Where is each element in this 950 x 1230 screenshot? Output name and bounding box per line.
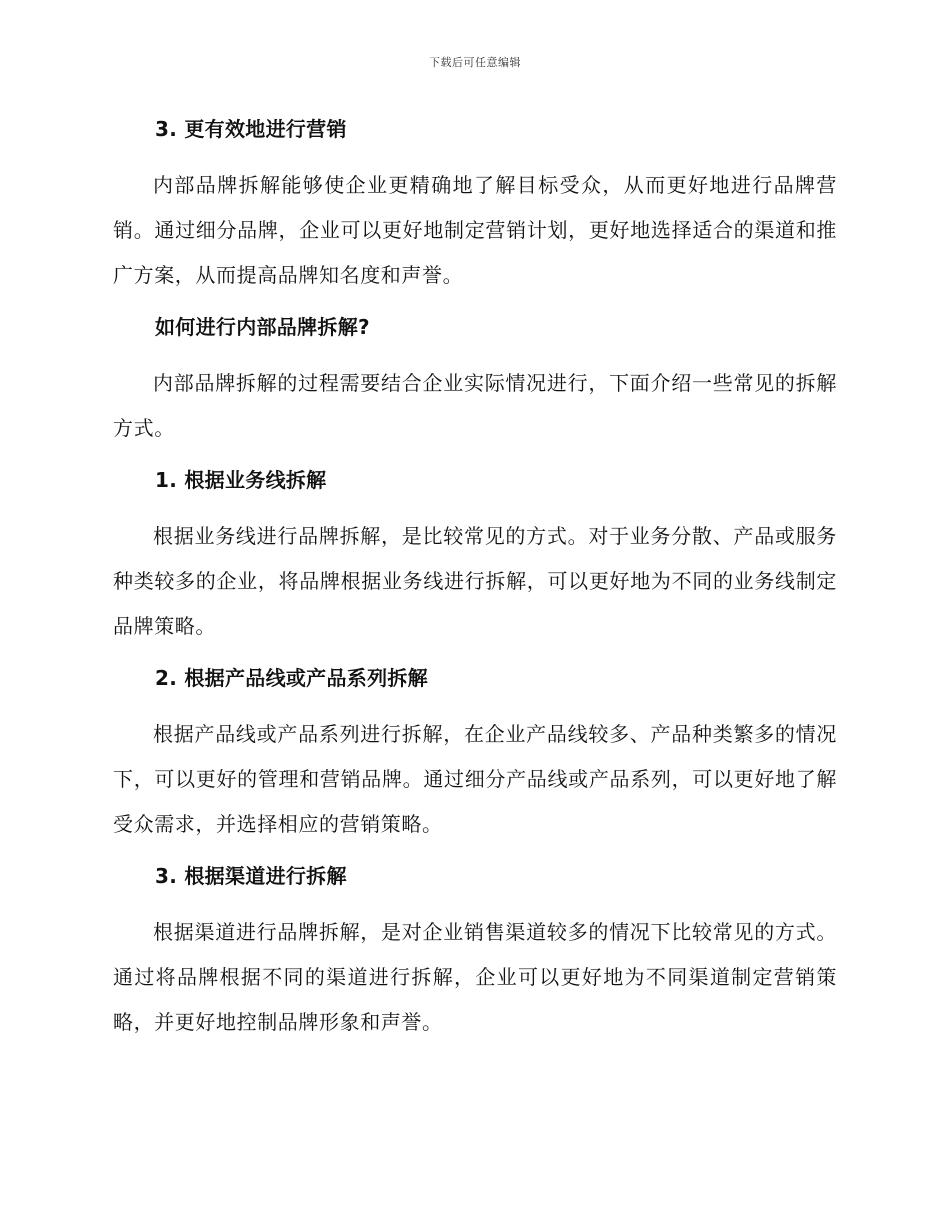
paragraph-product-line: 根据产品线或产品系列进行拆解，在企业产品线较多、产品种类繁多的情况下，可以更好的管理和营销品牌。通过细分产品线或产品系列，可以更好地了解受众需求，并选择相应的营销策略。 <box>113 722 837 836</box>
page-header: 下载后可任意编辑 <box>429 56 521 69</box>
section-heading-how-to-split: 如何进行内部品牌拆解? <box>155 315 370 339</box>
paragraph-how-to-split: 内部品牌拆解的过程需要结合企业实际情况进行，下面介绍一些常见的拆解方式。 <box>113 371 837 440</box>
spacer <box>113 451 837 463</box>
section-heading-channel: 3. 根据渠道进行拆解 <box>155 864 347 888</box>
spacer <box>113 847 837 859</box>
paragraph-effective-marketing: 内部品牌拆解能够使企业更精确地了解目标受众，从而更好地进行品牌营销。通过细分品牌，企业可以更好地制定营销计划，更好地选择适合的渠道和推广方案，从而提高品牌知名度和声誉。 <box>113 173 837 287</box>
paragraph-business-line: 根据业务线进行品牌拆解，是比较常见的方式。对于业务分散、产品或服务种类较多的企业，将品牌根据业务线进行拆解，可以更好地为不同的业务线制定品牌策略。 <box>113 524 837 638</box>
spacer <box>113 649 837 661</box>
document-body <box>113 112 837 1045</box>
section-heading-product-line: 2. 根据产品线或产品系列拆解 <box>155 666 428 690</box>
spacer <box>113 146 837 163</box>
spacer <box>113 298 837 310</box>
spacer <box>113 344 837 361</box>
paragraph-channel: 根据渠道进行品牌拆解，是对企业销售渠道较多的情况下比较常见的方式。通过将品牌根据不同的渠道进行拆解，企业可以更好地为不同渠道制定营销策略，并更好地控制品牌形象和声誉。 <box>113 920 837 1034</box>
section-heading-business-line: 1. 根据业务线拆解 <box>155 468 327 492</box>
spacer <box>113 695 837 712</box>
spacer <box>113 893 837 910</box>
spacer <box>113 497 837 514</box>
section-heading-effective-marketing: 3. 更有效地进行营销 <box>155 117 347 141</box>
